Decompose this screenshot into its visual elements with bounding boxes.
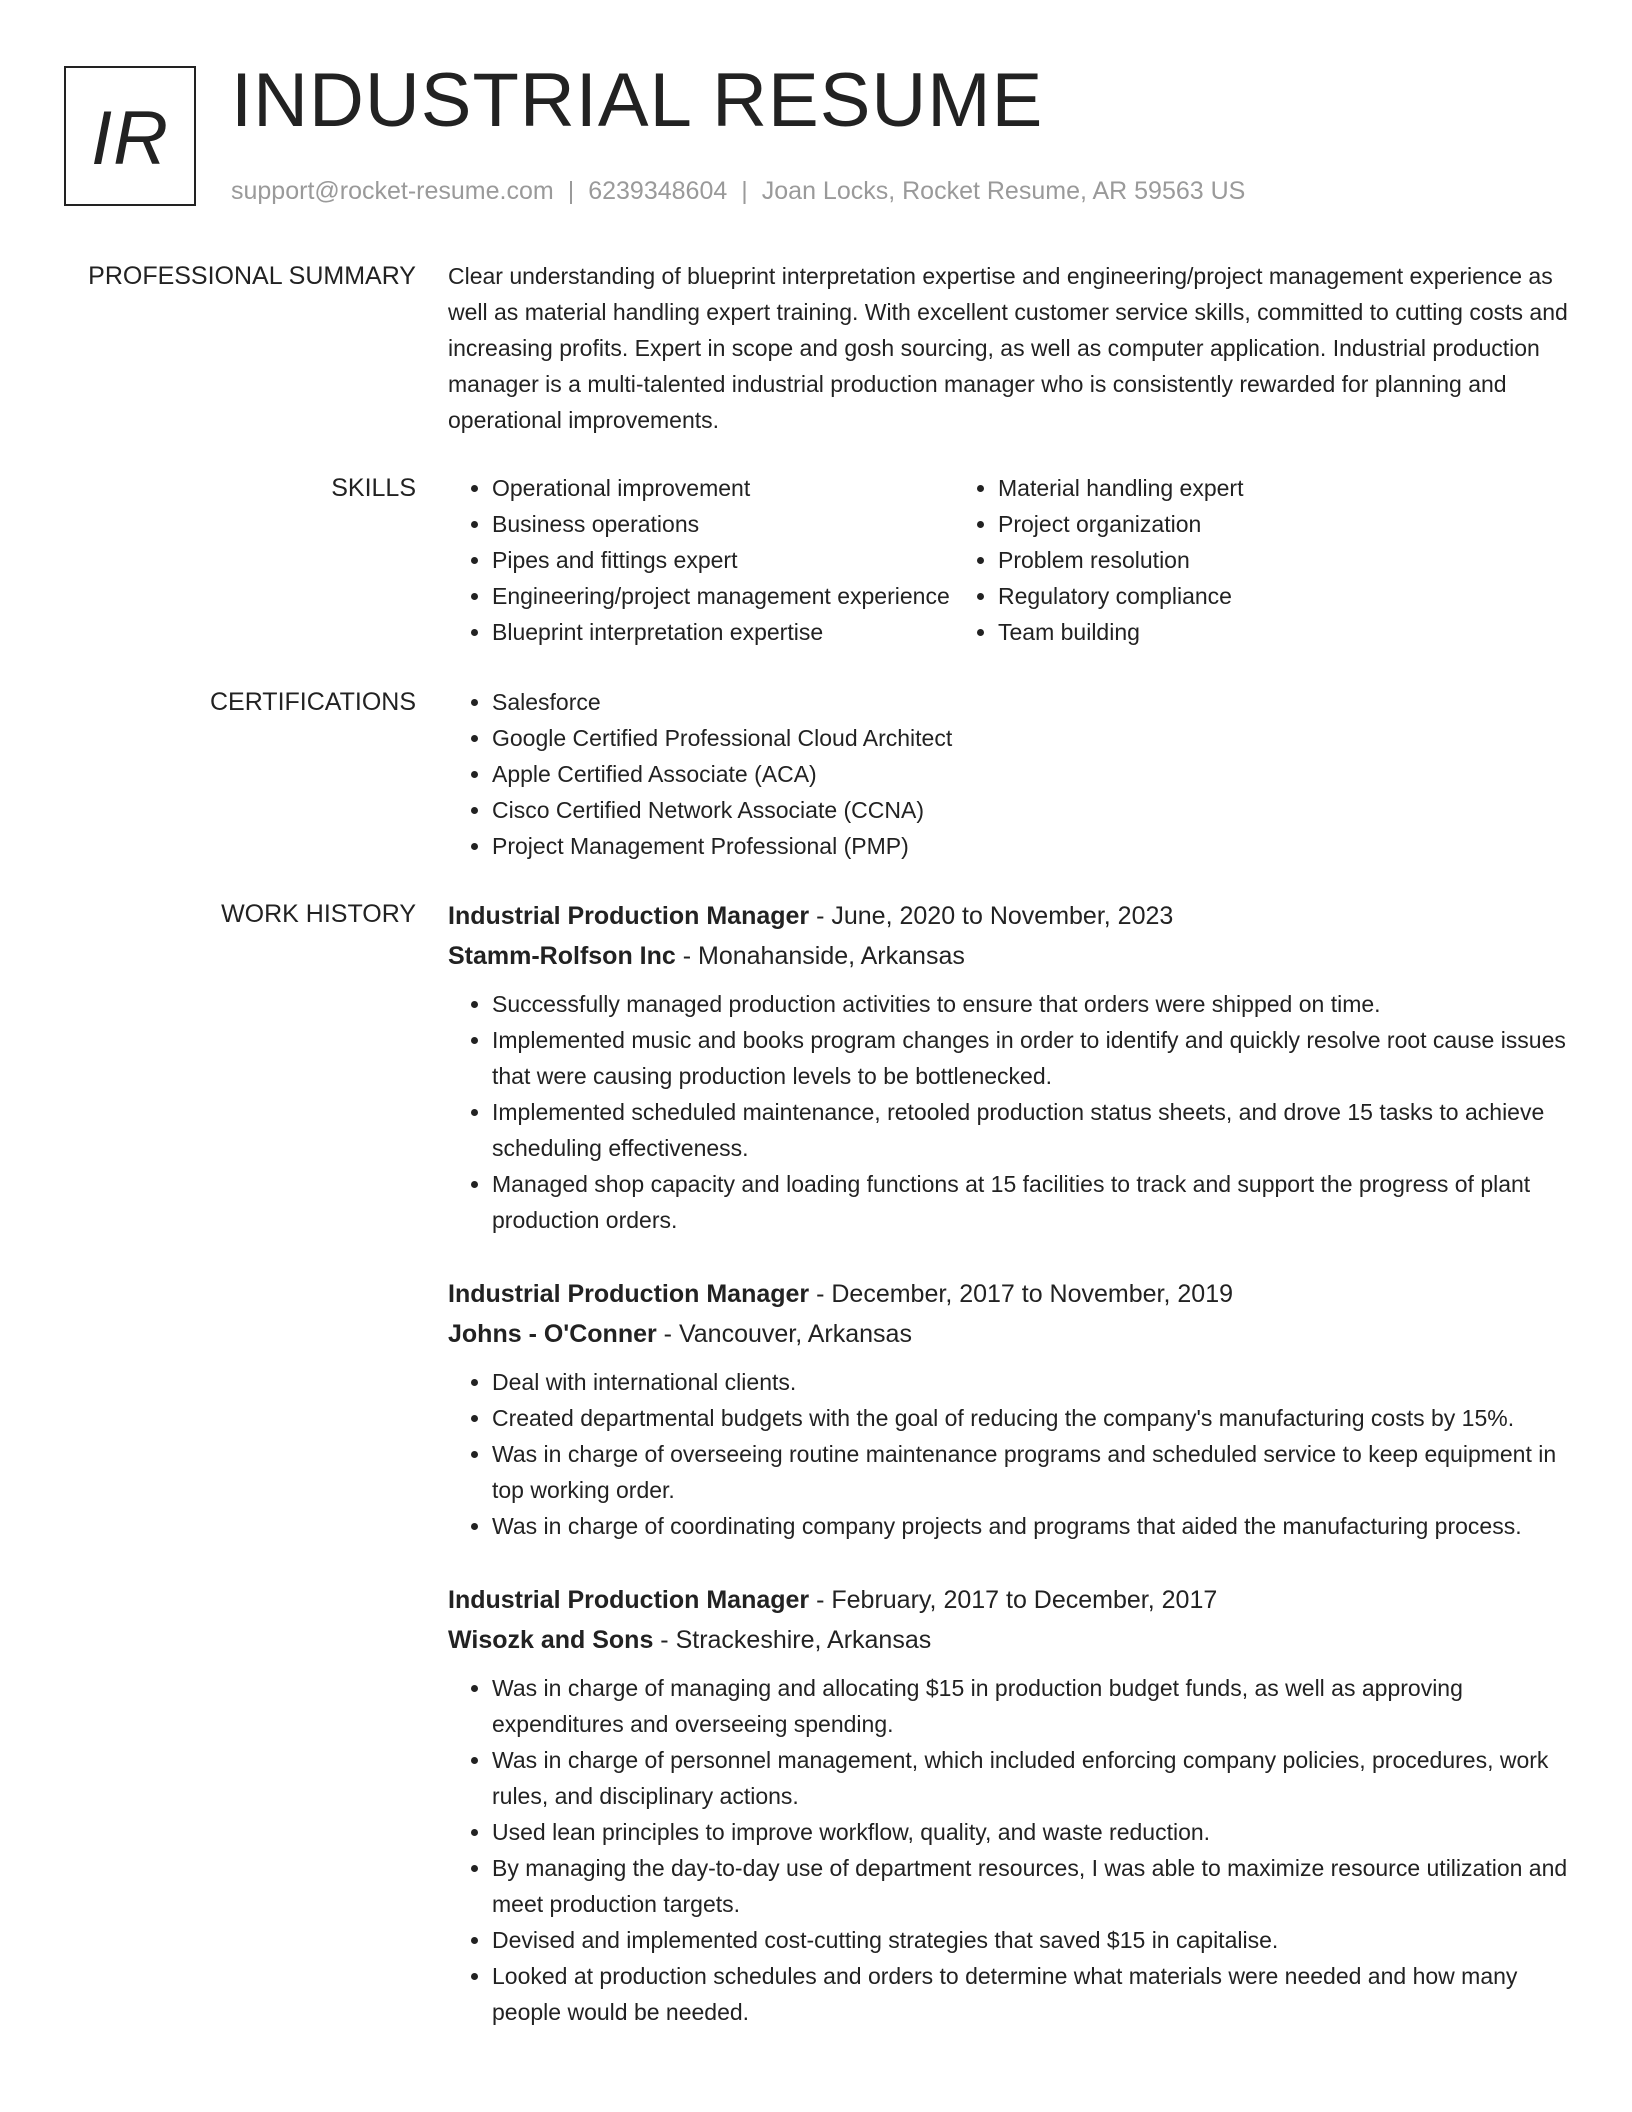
job-company: Johns - O'Conner [448, 1320, 657, 1348]
job-bullet: • Deal with international clients. [492, 1364, 1568, 1400]
section-label-work-history: WORK HISTORY [221, 900, 416, 928]
section-label-certifications: CERTIFICATIONS [209, 688, 416, 716]
job-title-line [448, 1580, 1568, 1620]
skill-item: • Pipes and fittings expert [492, 542, 954, 578]
contact-email: support@rocket-resume.com [231, 177, 554, 205]
job-location: - Strackeshire, Arkansas [653, 1626, 932, 1654]
certification-item: • Google Certified Professional Cloud Architect [492, 720, 1568, 756]
certifications-body [448, 684, 1568, 864]
summary-text: Clear understanding of blueprint interpretation expertise and engineering/project management experience as well as material handling expert training. With excellent customer service skills, committed to cutting costs and increasing profits. Expert in scope and gosh sourcing, as well as computer application. Industrial production manager is a multi-talented industrial production manager who is consistently rewarded for planning and operational improvements. [448, 263, 1568, 433]
skill-item: • Problem resolution [998, 542, 1514, 578]
job-dates: - December, 2017 to November, 2019 [809, 1280, 1234, 1308]
job-location: - Vancouver, Arkansas [656, 1320, 912, 1348]
job-bullet: • Was in charge of managing and allocating $15 in production budget funds, as well as approving expenditures and overseeing spending. [492, 1670, 1568, 1742]
job-bullet: • Implemented scheduled maintenance, retooled production status sheets, and drove 15 tasks to achieve scheduling effectiveness. [492, 1094, 1568, 1166]
job-entry [448, 1274, 1568, 1544]
work-history-body [448, 896, 1568, 2066]
skills-list-left [448, 470, 954, 650]
certification-item: • Cisco Certified Network Associate (CCNA) [492, 792, 1568, 828]
job-bullet: • Managed shop capacity and loading functions at 15 facilities to track and support the progress of plant production orders. [492, 1166, 1568, 1238]
contact-address: Joan Locks, Rocket Resume, AR 59563 US [761, 177, 1246, 205]
job-company: Stamm-Rolfson Inc [448, 942, 676, 970]
certification-item: • Salesforce [492, 684, 1568, 720]
job-bullet: • Devised and implemented cost-cutting strategies that saved $15 in capitalise. [492, 1922, 1568, 1958]
job-bullet: • Looked at production schedules and orders to determine what materials were needed and how many people would be needed. [492, 1958, 1568, 2030]
job-bullets [448, 986, 1568, 1238]
job-bullets [448, 1670, 1568, 2030]
monogram-badge [64, 66, 196, 206]
job-dates: - June, 2020 to November, 2023 [809, 902, 1174, 930]
resume-title: INDUSTRIAL RESUME [231, 58, 1044, 143]
certification-item: • Apple Certified Associate (ACA) [492, 756, 1568, 792]
skill-item: • Regulatory compliance [998, 578, 1514, 614]
skill-item: • Engineering/project management experience [492, 578, 954, 614]
job-bullet: • Was in charge of coordinating company projects and programs that aided the manufacturing process. [492, 1508, 1568, 1544]
job-bullet: • Was in charge of overseeing routine maintenance programs and scheduled service to keep equipment in top working order. [492, 1436, 1568, 1508]
job-entry [448, 896, 1568, 1238]
job-title-line [448, 1274, 1568, 1314]
skill-item: • Project organization [998, 506, 1514, 542]
job-bullet: • Implemented music and books program changes in order to identify and quickly resolve root cause issues that were causing production levels to be bottlenecked. [492, 1022, 1568, 1094]
job-company-line [448, 1314, 1568, 1354]
contact-line [231, 174, 1245, 208]
skills-list-right [954, 470, 1514, 650]
job-entry [448, 1580, 1568, 2030]
section-label-skills: SKILLS [331, 474, 416, 502]
certification-item: • Project Management Professional (PMP) [492, 828, 1568, 864]
job-company: Wisozk and Sons [448, 1626, 654, 1654]
job-title-line [448, 896, 1568, 936]
skill-item: • Operational improvement [492, 470, 954, 506]
contact-separator: | [741, 177, 748, 205]
contact-separator: | [567, 177, 575, 205]
job-company-line [448, 936, 1568, 976]
job-bullet: • By managing the day-to-day use of department resources, I was able to maximize resource utilization and meet production targets. [492, 1850, 1568, 1922]
job-bullet: • Was in charge of personnel management, which included enforcing company policies, procedures, work rules, and disciplinary actions. [492, 1742, 1568, 1814]
skill-item: • Blueprint interpretation expertise [492, 614, 954, 650]
skill-item: • Team building [998, 614, 1514, 650]
job-bullets [448, 1364, 1568, 1544]
contact-phone: 6239348604 [588, 177, 728, 205]
certifications-list [448, 684, 1568, 864]
skills-columns [448, 470, 1568, 650]
section-label-summary: PROFESSIONAL SUMMARY [88, 262, 416, 290]
job-title: Industrial Production Manager [448, 902, 810, 930]
job-dates: - February, 2017 to December, 2017 [809, 1586, 1218, 1614]
job-bullet: • Created departmental budgets with the goal of reducing the company's manufacturing costs by 15%. [492, 1400, 1568, 1436]
job-title: Industrial Production Manager [448, 1280, 810, 1308]
monogram-text: IR [91, 95, 169, 181]
skill-item: • Business operations [492, 506, 954, 542]
job-title: Industrial Production Manager [448, 1586, 810, 1614]
job-bullet: • Successfully managed production activities to ensure that orders were shipped on time. [492, 986, 1568, 1022]
job-location: - Monahanside, Arkansas [675, 942, 965, 970]
job-bullet: • Used lean principles to improve workflow, quality, and waste reduction. [492, 1814, 1568, 1850]
job-company-line [448, 1620, 1568, 1660]
skill-item: • Material handling expert [998, 470, 1514, 506]
